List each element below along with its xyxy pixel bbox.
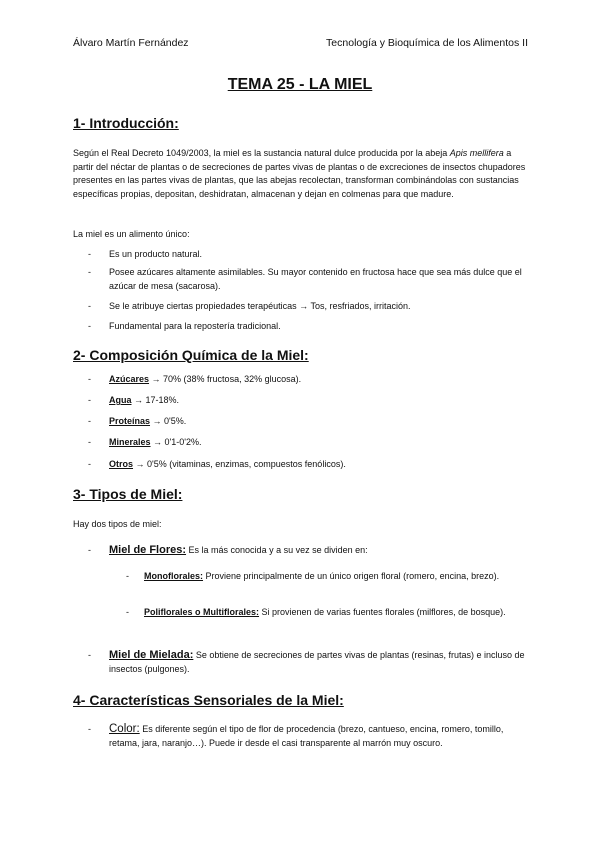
bullet-dash: - (88, 437, 91, 447)
composition-value: → 0'1-0'2%. (150, 437, 202, 447)
sensory-term-color: Color: (109, 723, 140, 735)
type-desc-mono: Proviene principalmente de un único origen floral (romero, encina, brezo). (203, 571, 500, 581)
composition-value: → 0'5% (vitaminas, enzimas, compuestos fenólicos). (133, 459, 346, 469)
bullet-dash: - (88, 650, 91, 660)
intro-lead: La miel es un alimento único: (73, 229, 190, 239)
bullet-dash: - (88, 395, 91, 405)
list-item (88, 266, 528, 293)
section-types-heading: 3- Tipos de Miel: (73, 486, 183, 502)
list-item (88, 544, 528, 558)
section-composition-heading: 2- Composición Química de la Miel: (73, 347, 309, 363)
type-desc-poli: Si provienen de varias fuentes florales (milflores, de bosque). (259, 607, 506, 617)
type-desc-mielada: Se obtiene de secreciones de partes vivas de plantas (resinas, frutas) e incluso de insectos (pulgones). (109, 650, 525, 674)
list-item (88, 723, 528, 750)
composition-term: Proteínas (109, 416, 151, 426)
intro-paragraph-end: a partir del néctar de plantas o de secreciones de partes vivas de plantas o de excreciones de insectos chupadores presentes en las partes vivas de plantas, que las abejas recolectan, transforman combinándolas con sustancias específicas propias, depositan, deshidratan, almacenan y dejan en colmenas para que madure. (73, 148, 526, 199)
type-term-poli: Poliflorales o Multiflorales: (144, 607, 260, 617)
list-item (88, 458, 528, 472)
composition-value: → 0'5%. (150, 416, 187, 426)
intro-species: Apis mellifera (449, 148, 504, 158)
bullet-dash: - (88, 301, 91, 311)
bullet-dash: - (88, 545, 91, 555)
bullet-dash: - (88, 374, 91, 384)
list-item (88, 394, 528, 408)
type-term-mono: Monoflorales: (144, 571, 204, 581)
intro-bullet: Es un producto natural. (109, 249, 203, 259)
list-item (88, 415, 528, 429)
list-item (88, 649, 528, 676)
type-desc-flores: Es la más conocida y a su vez se dividen en: (186, 545, 368, 555)
intro-bullet: Fundamental para la repostería tradicional. (109, 321, 281, 331)
list-item (126, 570, 530, 584)
composition-value: → 17-18%. (131, 395, 180, 405)
bullet-dash: - (126, 571, 129, 581)
composition-term: Azúcares (109, 374, 150, 384)
bullet-dash: - (88, 267, 91, 277)
list-item (88, 320, 528, 334)
list-item (88, 373, 528, 387)
bullet-dash: - (88, 249, 91, 259)
list-item (88, 436, 528, 450)
list-item (88, 300, 528, 314)
bullet-dash: - (88, 459, 91, 469)
list-item (126, 606, 530, 620)
composition-term: Otros (109, 459, 134, 469)
list-item (88, 248, 528, 262)
composition-value: → 70% (38% fructosa, 32% glucosa). (149, 374, 302, 384)
composition-term: Minerales (109, 437, 151, 447)
bullet-dash: - (88, 724, 91, 734)
section-sensory-heading: 4- Características Sensoriales de la Miel: (73, 692, 344, 708)
bullet-dash: - (126, 607, 129, 617)
sensory-desc-color: Es diferente según el tipo de flor de procedencia (brezo, cantueso, encina, romero, tomillo, retama, jara, naranjo…). Puede ir desde el casi transparente al marrón muy oscuro. (109, 724, 504, 748)
header-author: Álvaro Martín Fernández (73, 37, 189, 49)
header-subject: Tecnología y Bioquímica de los Alimentos II (326, 37, 528, 49)
composition-term: Agua (109, 395, 132, 405)
type-term-flores: Miel de Flores: (109, 544, 187, 556)
types-lead: Hay dos tipos de miel: (73, 519, 162, 529)
bullet-dash: - (88, 321, 91, 331)
document-title: TEMA 25 - LA MIEL (227, 76, 373, 93)
section-intro-heading: 1- Introducción: (73, 115, 179, 131)
intro-paragraph-start: Según el Real Decreto 1049/2003, la miel es la sustancia natural dulce producida por la abeja (73, 148, 450, 158)
intro-paragraph (73, 147, 531, 201)
intro-bullet: Posee azúcares altamente asimilables. Su mayor contenido en fructosa hace que sea más dulce que el azúcar de mesa (sacarosa). (109, 267, 522, 291)
intro-bullet: Se le atribuye ciertas propiedades terapéuticas → Tos, resfriados, irritación. (109, 301, 411, 311)
type-term-mielada: Miel de Mielada: (109, 649, 194, 661)
bullet-dash: - (88, 416, 91, 426)
